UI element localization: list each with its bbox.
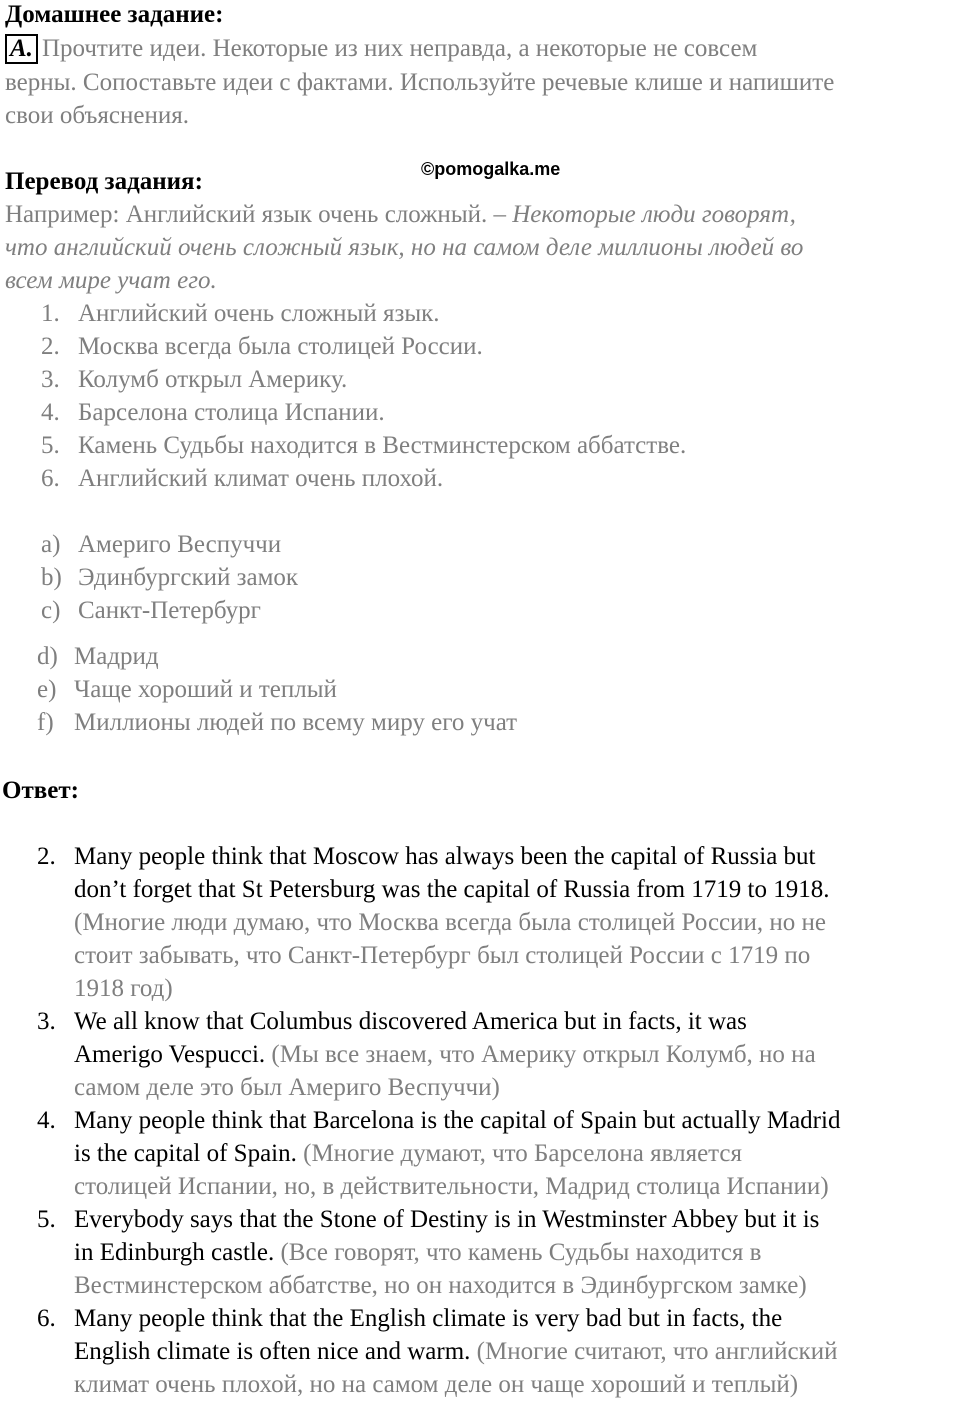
answer-2-num: 2.: [37, 843, 56, 870]
example-line-2: что английский очень сложный язык, но на самом деле миллионы людей во: [5, 234, 804, 261]
answer-6-line-1: Many people think that the English climate is very bad but in facts, the: [74, 1305, 783, 1332]
task-line-1: [5, 32, 757, 65]
answer-5-line-3: Вестминстерском аббатстве, но он находится в Эдинбургском замке): [74, 1272, 807, 1299]
example-line-1: [5, 198, 796, 231]
translation-title: Перевод задания:: [5, 168, 203, 195]
fact-c-text: Санкт-Петербург: [78, 597, 261, 624]
fact-f-letter: f): [37, 709, 54, 736]
answer-4-line-2-en: is the capital of Spain.: [74, 1140, 297, 1167]
answer-2-line-5: 1918 год): [74, 975, 173, 1002]
answer-6-line-3: климат очень плохой, но на самом деле он чаще хороший и теплый): [74, 1371, 799, 1398]
homework-title: Домашнее задание:: [5, 1, 224, 28]
idea-6-num: 6.: [41, 465, 60, 492]
answer-5-line-2-en: in Edinburgh castle.: [74, 1239, 275, 1266]
answer-5-line-2-ru: (Все говорят, что камень Судьбы находится в: [274, 1239, 762, 1266]
answer-5-line-1: Everybody says that the Stone of Destiny is in Westminster Abbey but it is: [74, 1206, 820, 1233]
fact-a-text: Америго Веспуччи: [78, 531, 282, 558]
answer-4-line-2: [74, 1137, 742, 1170]
answer-2-line-4: стоит забывать, что Санкт-Петербург был столицей России с 1719 по: [74, 942, 811, 969]
answer-5-num: 5.: [37, 1206, 56, 1233]
idea-3-text: Колумб открыл Америку.: [78, 366, 348, 393]
answer-3-line-3: самом деле это был Америго Веспуччи): [74, 1074, 500, 1101]
example-prefix: Например: Английский язык очень сложный. –: [5, 201, 506, 228]
fact-f-text: Миллионы людей по всему миру его учат: [74, 709, 518, 736]
fact-e-text: Чаще хороший и теплый: [74, 676, 337, 703]
answer-3-line-1: We all know that Columbus discovered America but in facts, it was: [74, 1008, 747, 1035]
answer-3-line-2: [74, 1038, 816, 1071]
idea-2-num: 2.: [41, 333, 60, 360]
fact-d-letter: d): [37, 643, 58, 670]
answer-6-line-2-en: English climate is often nice and warm.: [74, 1338, 471, 1365]
example-line-3: всем мире учат его.: [5, 267, 217, 294]
answer-4-line-2-ru: (Многие думают, что Барселона является: [296, 1140, 743, 1167]
answer-4-line-1: Many people think that Barcelona is the capital of Spain but actually Madrid: [74, 1107, 841, 1134]
answer-4-line-3: столицей Испании, но, в действительности, Мадрид столица Испании): [74, 1173, 829, 1200]
answer-6-line-2-ru: (Многие считают, что английский: [470, 1338, 838, 1365]
idea-6-text: Английский климат очень плохой.: [78, 465, 444, 492]
answer-3-line-2-en: Amerigo Vespucci.: [74, 1041, 266, 1068]
fact-e-letter: e): [37, 676, 57, 703]
task-text-1: Прочтите идеи. Некоторые из них неправда, а некоторые не совсем: [41, 35, 758, 62]
answer-6-num: 6.: [37, 1305, 56, 1332]
idea-1-text: Английский очень сложный язык.: [78, 300, 440, 327]
answer-4-num: 4.: [37, 1107, 56, 1134]
idea-5-text: Камень Судьбы находится в Вестминстерском аббатстве.: [78, 432, 687, 459]
task-line-3: свои объяснения.: [5, 102, 189, 129]
idea-4-text: Барселона столица Испании.: [78, 399, 385, 426]
answer-title: Ответ:: [2, 777, 79, 804]
idea-2-text: Москва всегда была столицей России.: [78, 333, 483, 360]
answer-2-line-2: don’t forget that St Petersburg was the capital of Russia from 1719 to 1918.: [74, 876, 830, 903]
idea-1-num: 1.: [41, 300, 60, 327]
answer-6-line-2: [74, 1335, 837, 1368]
fact-c-letter: c): [41, 597, 61, 624]
fact-b-letter: b): [41, 564, 62, 591]
idea-3-num: 3.: [41, 366, 60, 393]
idea-5-num: 5.: [41, 432, 60, 459]
answer-5-line-2: [74, 1236, 761, 1269]
watermark-text: ©pomogalka.me: [421, 159, 561, 179]
fact-a-letter: a): [41, 531, 61, 558]
fact-d-text: Мадрид: [74, 643, 159, 670]
idea-4-num: 4.: [41, 399, 60, 426]
example-italic-1: Некоторые люди говорят,: [512, 201, 796, 228]
answer-3-num: 3.: [37, 1008, 56, 1035]
fact-b-text: Эдинбургский замок: [78, 564, 299, 591]
answer-3-line-2-ru: (Мы все знаем, что Америку открыл Колумб, но на: [265, 1041, 816, 1068]
task-line-2: верны. Сопоставьте идеи с фактами. Используйте речевые клише и напишите: [5, 69, 835, 96]
task-badge: A.: [5, 34, 38, 64]
answer-2-line-1: Many people think that Moscow has always been the capital of Russia but: [74, 843, 816, 870]
answer-2-line-3: (Многие люди думаю, что Москва всегда была столицей России, но не: [74, 909, 827, 936]
